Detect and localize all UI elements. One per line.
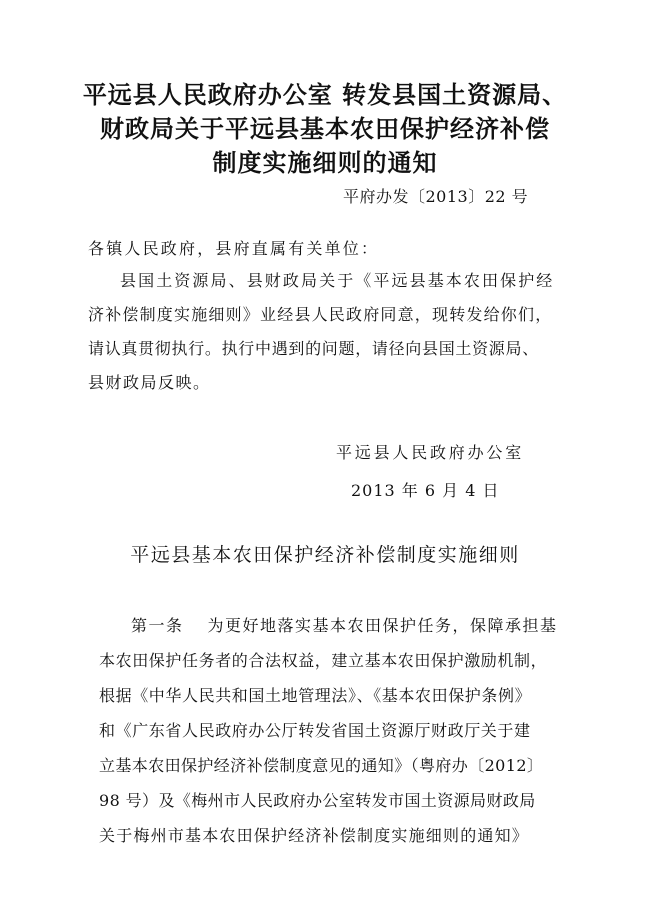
- title-line: 平远县人民政府办公室 转发县国土资源局、: [82, 80, 568, 109]
- document-title: [60, 78, 590, 180]
- body-line: 济补偿制度实施细则》业经县人民政府同意，现转发给你们，: [88, 305, 553, 324]
- signature-date: 2013 年 6 月 4 日: [351, 481, 500, 500]
- body-line: 县国土资源局、县财政局关于《平远县基本农田保护经: [120, 271, 555, 290]
- article-line: 第一条 为更好地落实基本农田保护任务，保障承担基: [131, 616, 558, 635]
- article-heading: 第一条: [131, 616, 184, 635]
- document-number: 平府办发〔2013〕22 号: [343, 187, 529, 206]
- body-line: 县财政局反映。: [88, 373, 211, 392]
- article-line: 和《广东省人民政府办公厅转发省国土资源厅财政厅关于建: [99, 721, 531, 740]
- article-line: 立基本农田保护经济补偿制度意见的通知》（粤府办〔2012〕: [99, 756, 544, 775]
- notice-body: [88, 264, 568, 400]
- article-line: 根据《中华人民共和国土地管理法》、《基本农田保护条例》: [99, 686, 532, 705]
- title-line: 财政局关于平远县基本农田保护经济补偿: [100, 114, 550, 143]
- title-line: 制度实施细则的通知: [212, 148, 438, 177]
- article-line: 本农田保护任务者的合法权益，建立基本农田保护激励机制，: [99, 651, 548, 670]
- article-line: 98 号）及《梅州市人民政府办公室转发市国土资源局财政局: [99, 791, 536, 810]
- article-line: 关于梅州市基本农田保护经济补偿制度实施细则的通知》: [99, 826, 530, 845]
- rules-title: 平远县基本农田保护经济补偿制度实施细则: [130, 544, 520, 566]
- signature-organization: 平远县人民政府办公室: [336, 443, 525, 462]
- body-line: 请认真贯彻执行。执行中遇到的问题，请径向县国土资源局、: [88, 339, 539, 358]
- article-1: [99, 608, 559, 853]
- salutation: 各镇人民政府，县府直属有关单位：: [88, 239, 380, 258]
